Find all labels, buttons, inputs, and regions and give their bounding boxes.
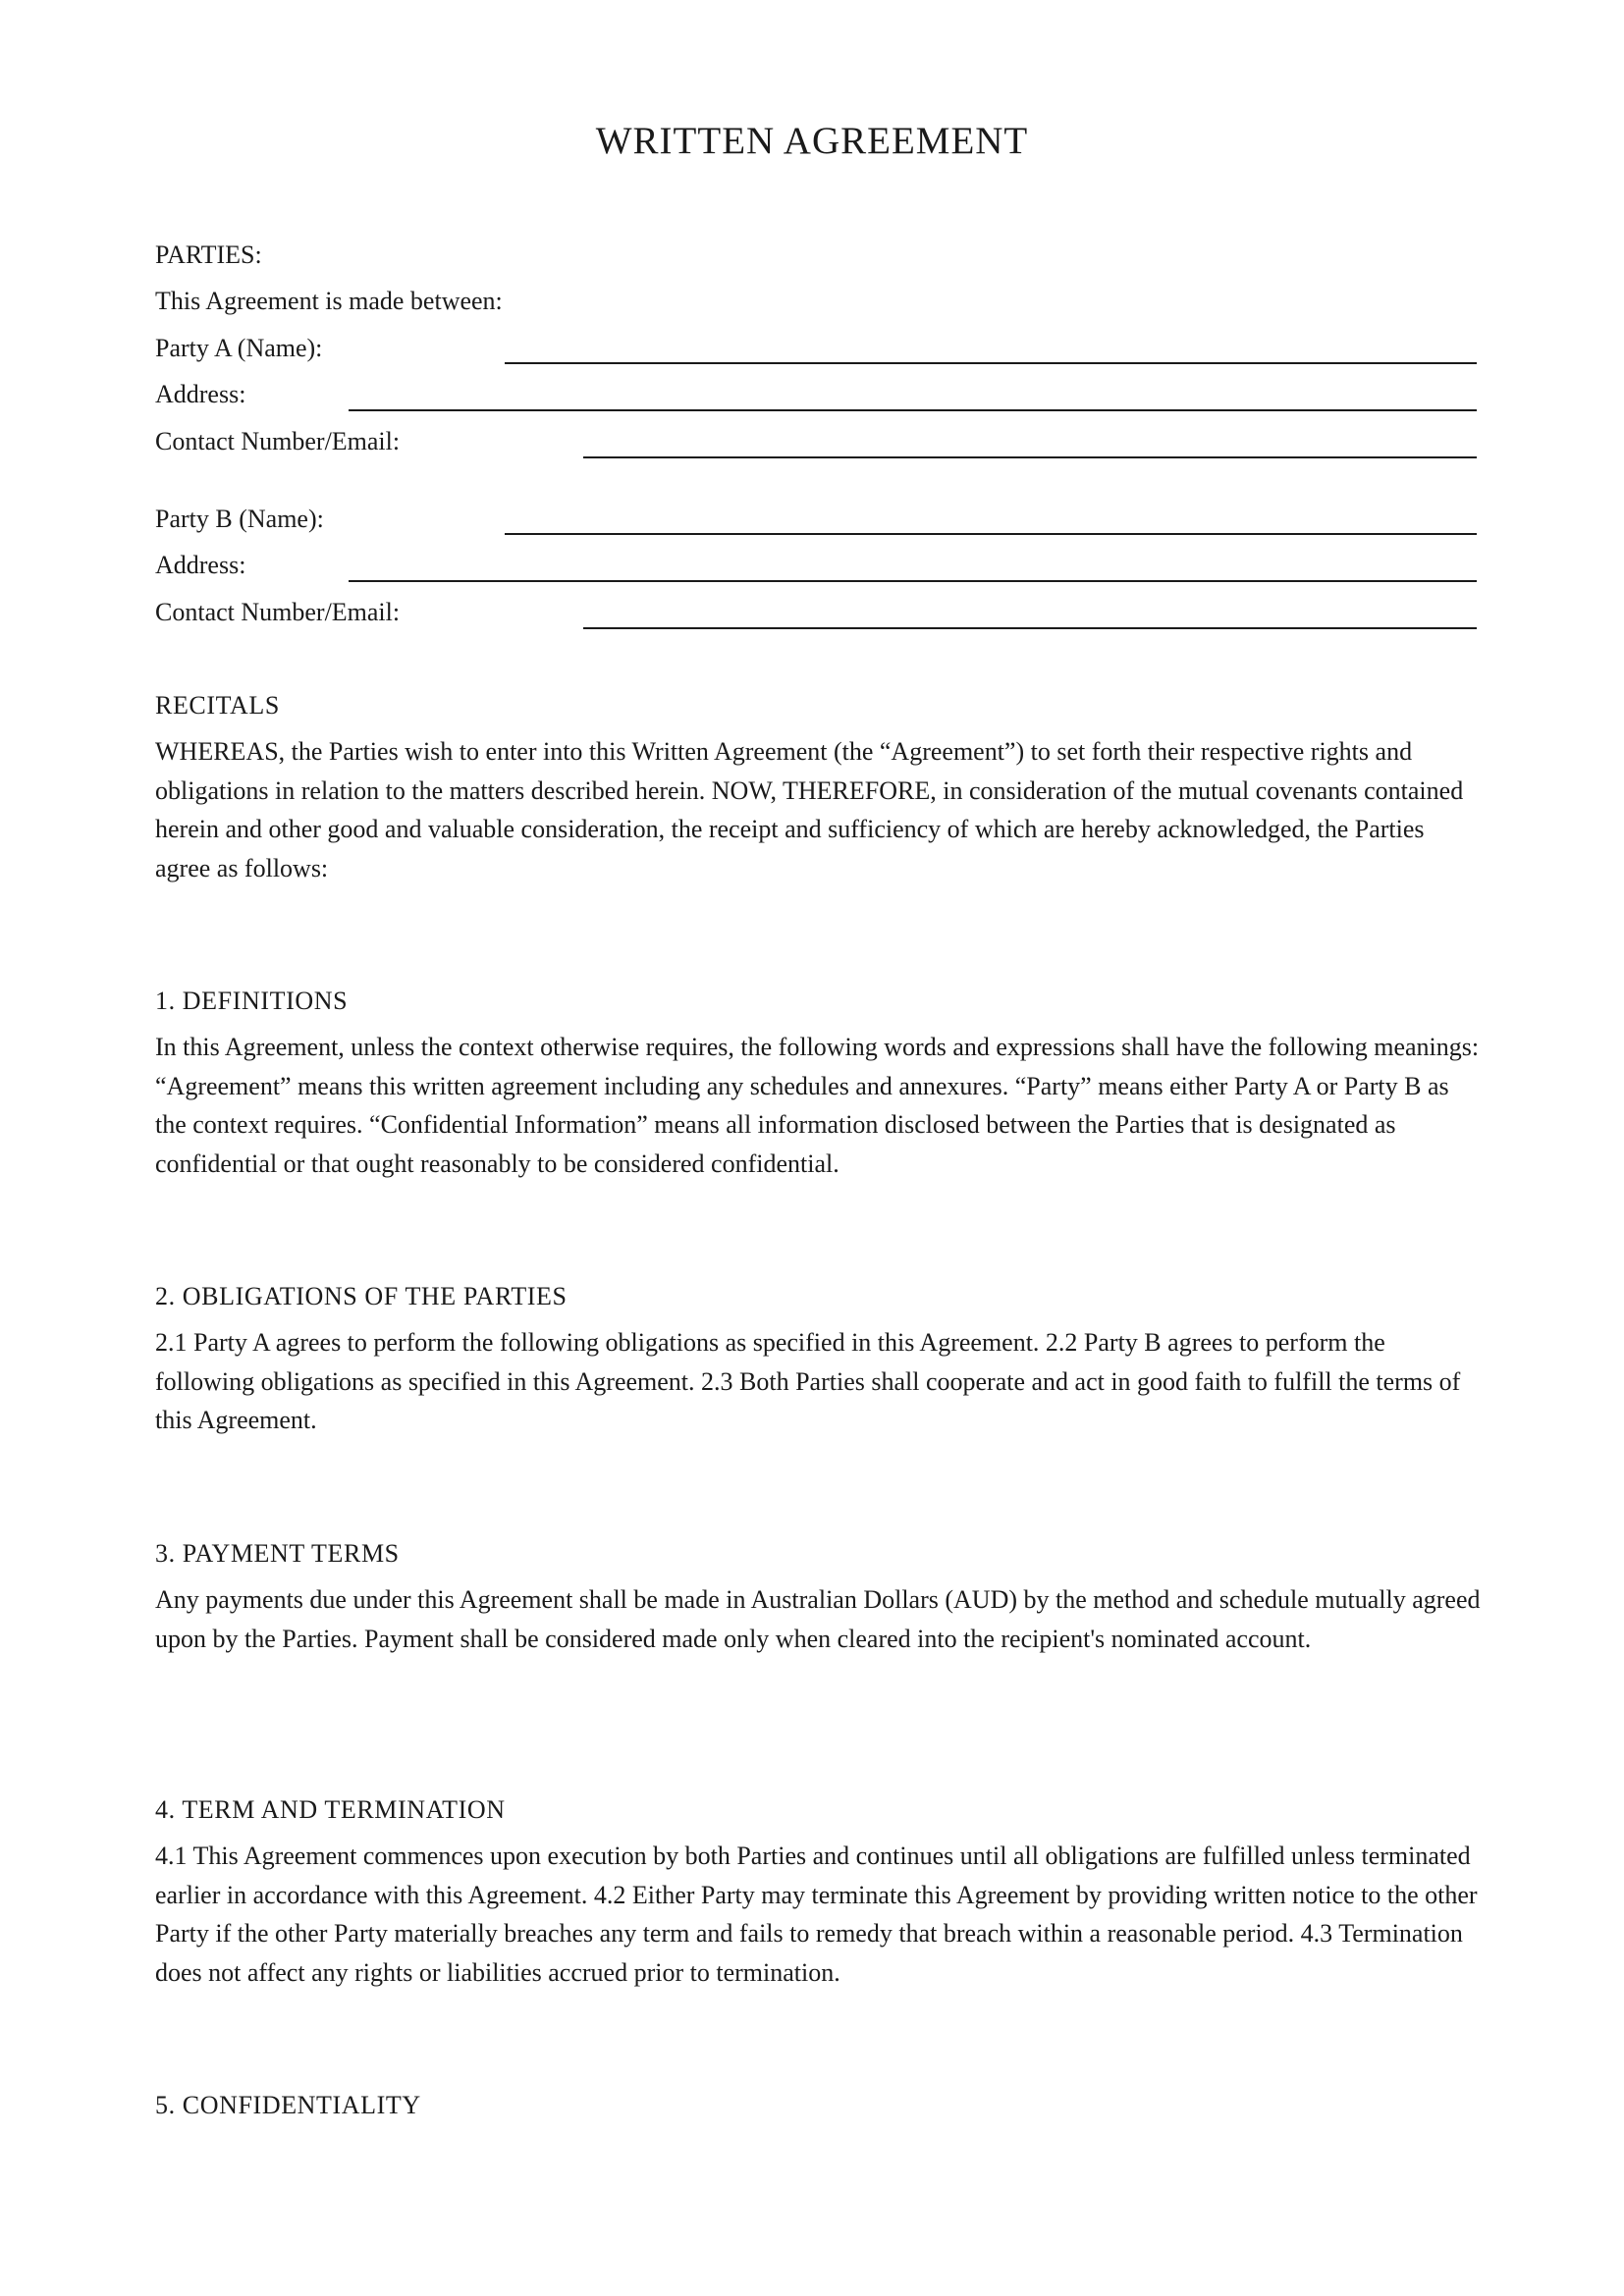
section-heading-obligations: 2. OBLIGATIONS OF THE PARTIES xyxy=(155,1282,568,1310)
section-body-obligations: 2.1 Party A agrees to perform the following obligations as specified in this Agreement. 2.2 Party B agrees to perform the following obligations as specified in this Agreement. 2.3 Both Parties shall cooperate and act in good faith to fulfill the terms of this Agreement. xyxy=(155,1328,1461,1434)
party-b-address-line xyxy=(349,580,1477,582)
party-b-contact-line xyxy=(583,627,1477,629)
section-heading-term-termination: 4. TERM AND TERMINATION xyxy=(155,1795,506,1824)
section-heading-confidentiality: 5. CONFIDENTIALITY xyxy=(155,2091,421,2119)
party-a-contact-line xyxy=(583,456,1477,458)
party-a-address-line xyxy=(349,409,1477,411)
parties-intro: This Agreement is made between: xyxy=(155,287,503,315)
party-a-name-label: Party A (Name): xyxy=(155,334,323,362)
party-a-contact-label: Contact Number/Email: xyxy=(155,427,401,455)
party-a-address-label: Address: xyxy=(155,380,246,408)
document-title: WRITTEN AGREEMENT xyxy=(595,120,1029,162)
section-heading-payment-terms: 3. PAYMENT TERMS xyxy=(155,1539,400,1568)
section-heading-definitions: 1. DEFINITIONS xyxy=(155,987,349,1015)
section-body-definitions: In this Agreement, unless the context otherwise requires, the following words and expressions shall have the following meanings: “Agreement” means this written agreement including any schedules and annexures. “Party” means either Party A or Party B as the context requires. “Confidential Information” means all information disclosed between the Parties that is designated as confidential or that ought reasonably to be considered confidential. xyxy=(155,1033,1480,1178)
recitals-body: WHEREAS, the Parties wish to enter into this Written Agreement (the “Agreement”) to set forth their respective rights and obligations in relation to the matters described herein. NOW, THEREFORE, in consideration of the mutual covenants contained herein and other good and valuable consideration, the receipt and sufficiency of which are hereby acknowledged, the Parties agree as follows: xyxy=(155,737,1464,882)
party-b-name-line xyxy=(505,533,1477,535)
party-b-contact-label: Contact Number/Email: xyxy=(155,598,401,626)
section-body-payment-terms: Any payments due under this Agreement shall be made in Australian Dollars (AUD) by the method and schedule mutually agreed upon by the Parties. Payment shall be considered made only when cleared into the recipient's nominated account. xyxy=(155,1585,1481,1653)
party-a-name-line xyxy=(505,362,1477,364)
party-b-name-label: Party B (Name): xyxy=(155,505,324,533)
parties-heading: PARTIES: xyxy=(155,240,262,269)
section-body-term-termination: 4.1 This Agreement commences upon execution by both Parties and continues until all obligations are fulfilled unless terminated earlier in accordance with this Agreement. 4.2 Either Party may terminate this Agreement by providing written notice to the other Party if the other Party materially breaches any term and fails to remedy that breach within a reasonable period. 4.3 Termination does not affect any rights or liabilities accrued prior to termination. xyxy=(155,1842,1478,1987)
recitals-heading: RECITALS xyxy=(155,691,280,720)
party-b-address-label: Address: xyxy=(155,551,246,579)
